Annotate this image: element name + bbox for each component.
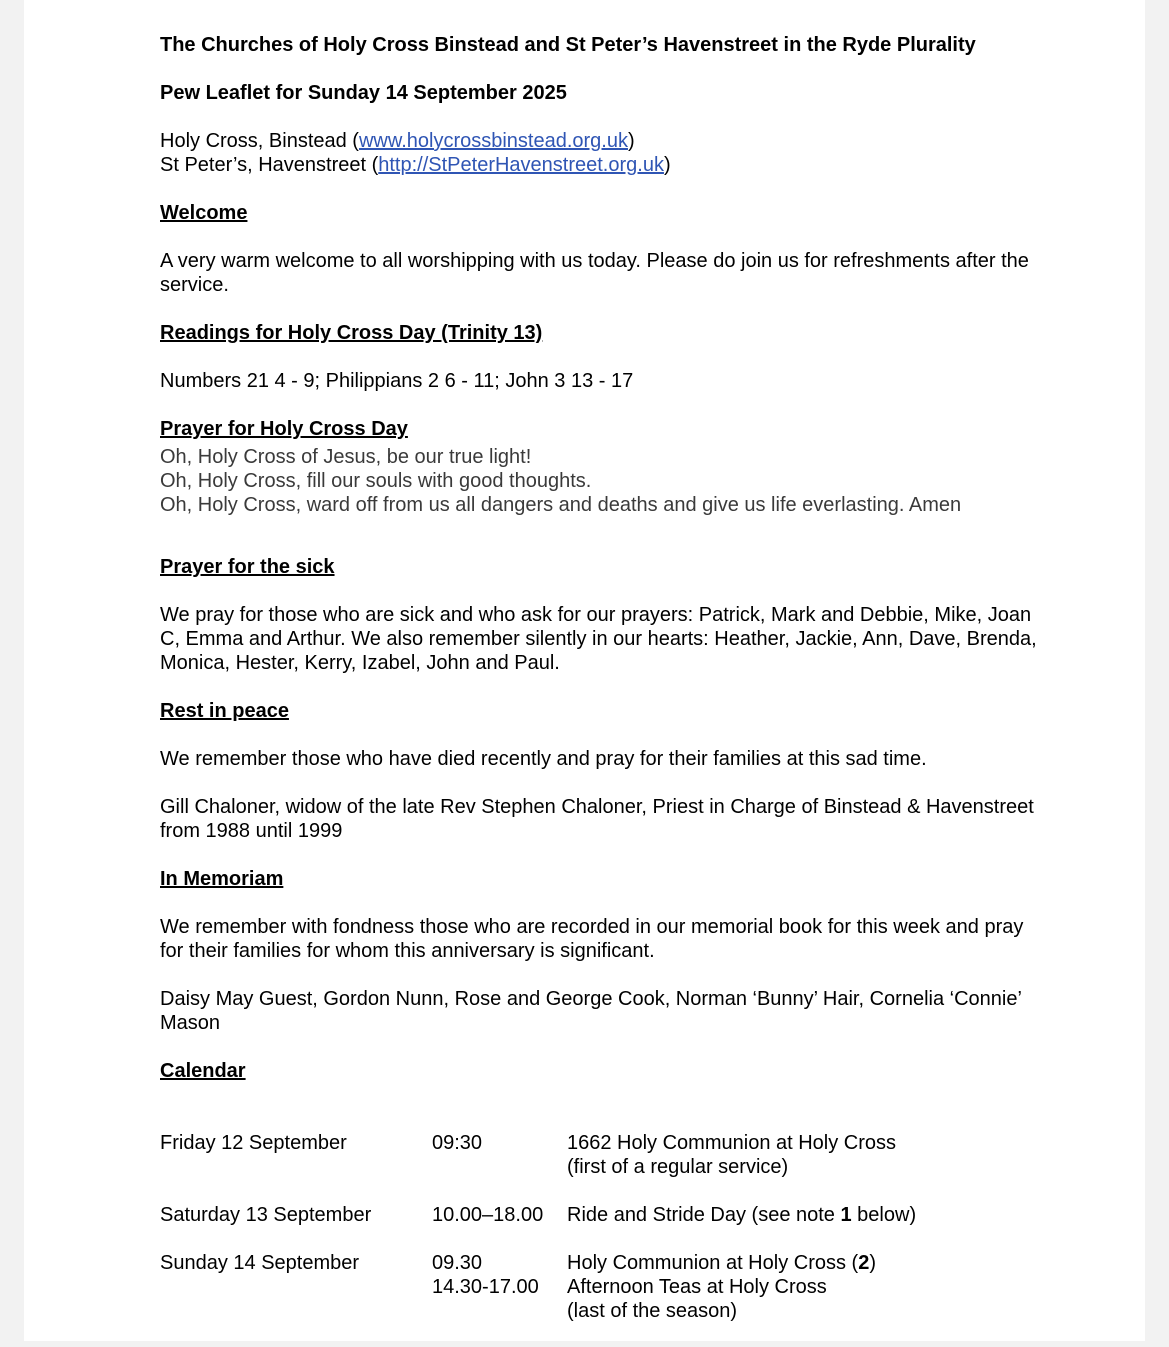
calendar-time: [432, 1251, 562, 1299]
calendar-time-line: 09.30: [432, 1252, 483, 1274]
sick-heading: Prayer for the sick: [160, 556, 335, 578]
document-page: [24, 0, 1145, 1341]
calendar-desc-line: Afternoon Teas at Holy Cross: [567, 1276, 827, 1298]
calendar-desc-line: (last of the season): [567, 1300, 738, 1322]
holy-cross-prayer-heading: Prayer for Holy Cross Day: [160, 418, 408, 440]
calendar-row: [160, 1251, 1040, 1323]
prayer-line: Oh, Holy Cross of Jesus, be our true light!: [160, 446, 532, 468]
leaflet-title: The Churches of Holy Cross Binstead and St Peter’s Havenstreet in the Ryde Plurality: [160, 34, 976, 56]
calendar-desc-text: Holy Communion at Holy Cross (: [567, 1252, 859, 1274]
calendar-row: [160, 1131, 1040, 1179]
rest-text: We remember those who have died recently and pray for their families at this sad time.: [160, 748, 927, 770]
contact-name: Holy Cross, Binstead: [160, 130, 347, 152]
prayer-line: Oh, Holy Cross, ward off from us all dangers and deaths and give us life everlasting. Amen: [160, 494, 962, 516]
contacts-block: [160, 129, 1040, 177]
calendar-date: Friday 12 September: [160, 1132, 347, 1154]
rest-heading: Rest in peace: [160, 700, 289, 722]
calendar-date: Saturday 13 September: [160, 1204, 372, 1226]
calendar-time-line: 14.30-17.00: [432, 1276, 539, 1298]
sick-text: We pray for those who are sick and who ask for our prayers: Patrick, Mark and Debbie, Mike, Joan C, Emma and Arthur. We also remember silently in our hearts: Heather, Jackie, Ann, Dave, Brenda, Monica, Hester, Kerry, Izabel, John and Paul.: [160, 604, 1037, 674]
memoriam-heading: In Memoriam: [160, 868, 284, 890]
contact-st-peters: St Peter’s, Havenstreet (http://StPeterHavenstreet.org.uk): [160, 154, 671, 176]
contact-name: St Peter’s, Havenstreet: [160, 154, 367, 176]
calendar-desc-text: ): [869, 1252, 876, 1274]
calendar-desc-line: 1662 Holy Communion at Holy Cross: [567, 1132, 897, 1154]
leaflet-subtitle: Pew Leaflet for Sunday 14 September 2025: [160, 82, 567, 104]
calendar-desc-line: [567, 1251, 1040, 1275]
welcome-text: A very warm welcome to all worshipping with us today. Please do join us for refreshments after the service.: [160, 250, 1029, 296]
rest-names: Gill Chaloner, widow of the late Rev Stephen Chaloner, Priest in Charge of Binstead & Havenstreet from 1988 until 1999: [160, 796, 1034, 842]
readings-heading: Readings for Holy Cross Day (Trinity 13): [160, 322, 543, 344]
readings-text: Numbers 21 4 - 9; Philippians 2 6 - 11; John 3 13 - 17: [160, 370, 634, 392]
calendar-desc-line: (first of a regular service): [567, 1156, 789, 1178]
calendar-description: [567, 1251, 1040, 1323]
holy-cross-link[interactable]: www.holycrossbinstead.org.uk: [358, 130, 628, 152]
note-number: 2: [858, 1252, 870, 1274]
calendar-desc-text: below): [851, 1204, 917, 1226]
memoriam-names: Daisy May Guest, Gordon Nunn, Rose and George Cook, Norman ‘Bunny’ Hair, Cornelia ‘Connie’ Mason: [160, 988, 1022, 1034]
calendar-heading: Calendar: [160, 1060, 246, 1082]
calendar-description: [567, 1203, 1040, 1227]
leaflet-content: [160, 33, 1040, 1347]
note-number: 1: [840, 1204, 852, 1226]
welcome-heading: Welcome: [160, 202, 248, 224]
holy-cross-prayer-text: [160, 445, 1040, 517]
st-peters-link[interactable]: http://StPeterHavenstreet.org.uk: [378, 154, 664, 176]
section-spacer: [160, 541, 1040, 555]
calendar-date: Sunday 14 September: [160, 1252, 360, 1274]
calendar-description: [567, 1131, 1040, 1179]
calendar-time: 09:30: [432, 1132, 483, 1154]
memoriam-text: We remember with fondness those who are recorded in our memorial book for this week and pray for their families for whom this anniversary is significant.: [160, 916, 1024, 962]
contact-holy-cross: Holy Cross, Binstead (www.holycrossbinstead.org.uk): [160, 130, 635, 152]
calendar-desc-text: Ride and Stride Day (see note: [567, 1204, 841, 1226]
section-spacer: [160, 1107, 1040, 1131]
calendar-time: 10.00–18.00: [432, 1204, 544, 1226]
prayer-line: Oh, Holy Cross, fill our souls with good thoughts.: [160, 470, 592, 492]
calendar-row: [160, 1203, 1040, 1227]
